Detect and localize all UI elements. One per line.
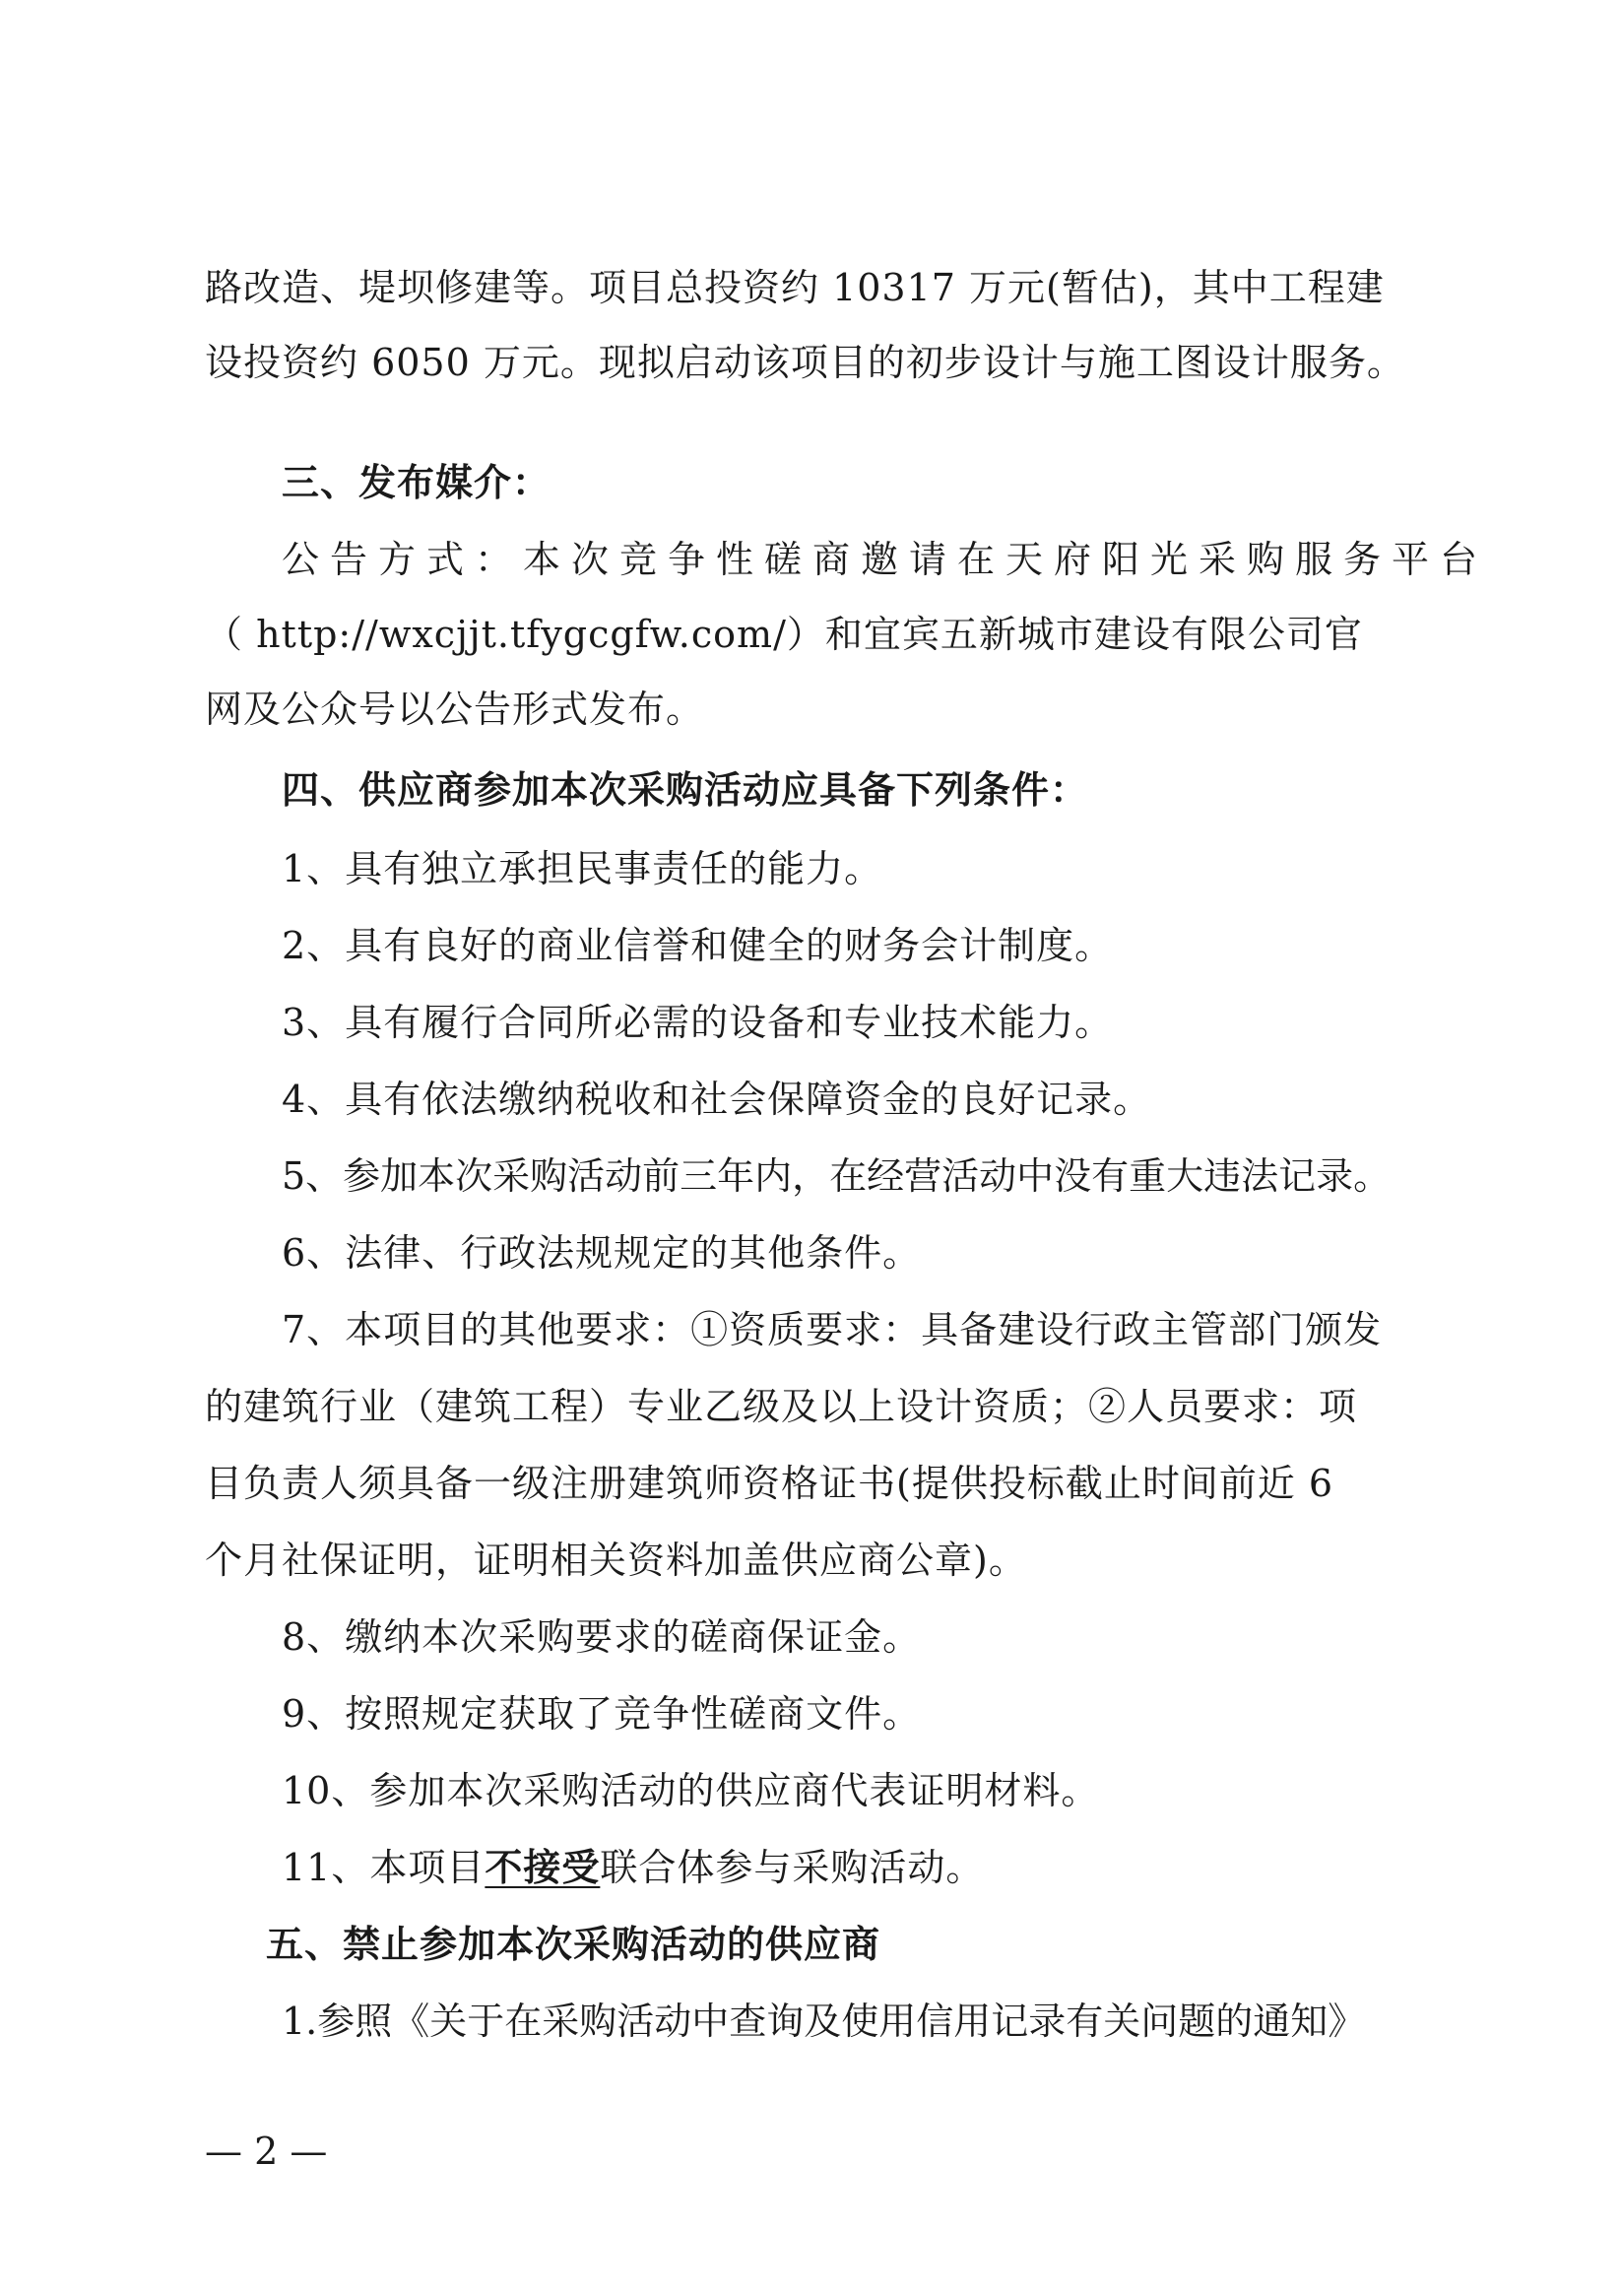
- list-item: 2、具有良好的商业信誉和健全的财务会计制度。: [282, 924, 1114, 967]
- list-item-continuation: 的建筑行业（建筑工程）专业乙级及以上设计资质；②人员要求：项: [205, 1385, 1358, 1428]
- list-item-continuation: 目负责人须具备一级注册建筑师资格证书(提供投标截止时间前近 6: [205, 1462, 1334, 1505]
- list-item: 5、参加本次采购活动前三年内，在经营活动中没有重大违法记录。: [282, 1154, 1392, 1198]
- list-item-prefix: 11、本项目: [282, 1846, 486, 1889]
- list-item: [282, 1844, 984, 1891]
- emphasized-text: 不接受: [485, 1845, 601, 1889]
- list-item-continuation: 个月社保证明，证明相关资料加盖供应商公章)。: [205, 1539, 1027, 1582]
- paragraph-line: （ http://wxcjjt.tfygcgfw.com/）和宜宾五新城市建设有限公司官: [205, 613, 1363, 656]
- paragraph-line: 公告方式：本次竞争性磋商邀请在天府阳光采购服务平台: [282, 538, 1489, 581]
- paragraph-line: 设投资约 6050 万元。现拟启动该项目的初步设计与施工图设计服务。: [205, 341, 1405, 384]
- section-heading-prohibited-suppliers: 五、禁止参加本次采购活动的供应商: [266, 1923, 881, 1966]
- list-item: 6、法律、行政法规规定的其他条件。: [282, 1231, 922, 1275]
- list-item: 9、按照规定获取了竞争性磋商文件。: [282, 1692, 922, 1736]
- list-item-suffix: 联合体参与采购活动。: [600, 1846, 985, 1889]
- paragraph-line: 路改造、堤坝修建等。项目总投资约 10317 万元(暂估)，其中工程建: [205, 266, 1385, 309]
- list-item: 7、本项目的其他要求：①资质要求：具备建设行政主管部门颁发: [282, 1308, 1383, 1351]
- list-item: 4、具有依法缴纳税收和社会保障资金的良好记录。: [282, 1078, 1152, 1121]
- section-heading-supplier-conditions: 四、供应商参加本次采购活动应具备下列条件：: [282, 768, 1089, 812]
- paragraph-line: 网及公众号以公告形式发布。: [205, 688, 705, 731]
- page-number: — 2 —: [205, 2130, 328, 2173]
- list-item: 3、具有履行合同所必需的设备和专业技术能力。: [282, 1001, 1114, 1044]
- section-heading-publish-media: 三、发布媒介：: [282, 461, 551, 504]
- list-item: 1.参照《关于在采购活动中查询及使用信用记录有关问题的通知》: [282, 2000, 1366, 2043]
- list-item: 1、具有独立承担民事责任的能力。: [282, 847, 883, 890]
- list-item: 8、缴纳本次采购要求的磋商保证金。: [282, 1615, 922, 1659]
- list-item: 10、参加本次采购活动的供应商代表证明材料。: [282, 1769, 1100, 1812]
